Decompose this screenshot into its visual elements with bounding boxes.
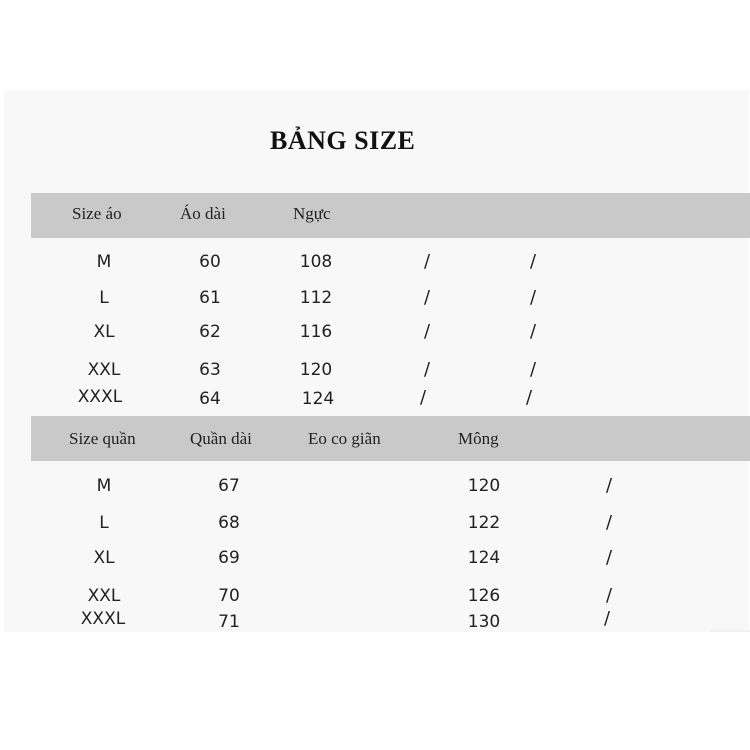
shirt-col5: / (529, 287, 537, 308)
pants-col5: / (605, 512, 613, 533)
shirt-col5: / (529, 359, 537, 380)
shirt-chest: 108 (299, 252, 333, 272)
pants-header-size: Size quần (69, 429, 136, 448)
shirt-size: XXL (87, 360, 121, 380)
pants-col5: / (605, 547, 613, 568)
pants-size: L (99, 513, 109, 533)
shirt-size: M (96, 252, 112, 272)
shirt-length: 64 (199, 389, 221, 409)
divider (711, 630, 750, 632)
pants-length: 71 (218, 612, 240, 632)
pants-header-hip: Mông (458, 429, 499, 448)
pants-hip: 126 (467, 586, 501, 606)
shirt-chest: 112 (299, 288, 333, 308)
pants-hip: 120 (467, 476, 501, 496)
pants-col5: / (605, 475, 613, 496)
pants-size: XXL (87, 586, 121, 606)
pants-col5: / (603, 608, 611, 629)
pants-size: XXXL (80, 609, 126, 629)
shirt-col5: / (525, 387, 533, 408)
page-title: BẢNG SIZE (270, 126, 416, 155)
shirt-col4: / (423, 321, 431, 342)
pants-hip: 124 (467, 548, 501, 568)
shirt-chest: 124 (301, 389, 335, 409)
shirt-header-length: Áo dài (180, 204, 226, 223)
pants-table-header (31, 416, 750, 461)
pants-length: 68 (218, 513, 240, 533)
shirt-col5: / (529, 321, 537, 342)
pants-header-length: Quần dài (190, 429, 252, 448)
pants-size: XL (93, 548, 115, 568)
shirt-col5: / (529, 251, 537, 272)
pants-size: M (96, 476, 112, 496)
shirt-length: 61 (199, 288, 221, 308)
shirt-size: XXXL (77, 387, 123, 407)
shirt-header-size: Size áo (72, 204, 122, 223)
shirt-length: 62 (199, 322, 221, 342)
pants-hip: 130 (467, 612, 501, 632)
pants-hip: 122 (467, 513, 501, 533)
shirt-header-chest: Ngực (293, 204, 331, 223)
pants-length: 69 (218, 548, 240, 568)
shirt-col4: / (423, 251, 431, 272)
shirt-chest: 120 (299, 360, 333, 380)
pants-col5: / (605, 585, 613, 606)
shirt-length: 60 (199, 252, 221, 272)
shirt-length: 63 (199, 360, 221, 380)
shirt-col4: / (423, 359, 431, 380)
pants-header-waist: Eo co giãn (308, 429, 381, 448)
shirt-size: L (99, 288, 109, 308)
shirt-col4: / (419, 387, 427, 408)
shirt-col4: / (423, 287, 431, 308)
pants-length: 70 (218, 586, 240, 606)
shirt-chest: 116 (299, 322, 333, 342)
pants-length: 67 (218, 476, 240, 496)
shirt-size: XL (93, 322, 115, 342)
shirt-table-header (31, 193, 750, 238)
